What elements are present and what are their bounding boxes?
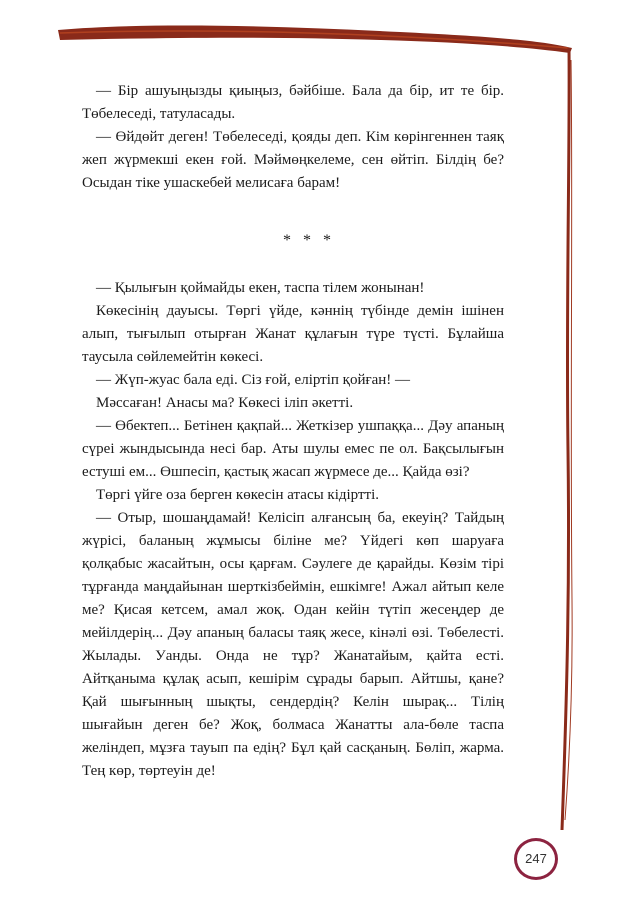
page-number: 247	[514, 838, 558, 880]
top-brush-stroke	[58, 26, 572, 53]
paragraph: — Отыр, шошаңдамай! Келісіп алғансың ба, екеуің? Тайдың жүрісі, баланың жұмысы біліне ме? Үйдегі көп шаруаға қолқабыс жасайтын, осы қарғам. Сәулеге де қарайды. Көзім тірі тұрғанда маңдайынан шерткізбеймін, ешкімге! Ажал айтып келе ме? Қисая кетсем, амал жоқ. Одан кейін түтіп жесеңдер де мейілдерің... Дәу апаның баласы таяқ жесе, кінәлі өзі. Төбелесті. Жылады. Уанды. Онда не тұр? Жанатайым, қайта есті. Айтқаныма құлақ асып, кешірім сұрады барып. Айтшы, қане? Қай шығынның шықты, сендердің? Келін шырақ... Тілің шығайын деген бе? Жоқ, болмаса Жанатты ала-бөле таспа желіндеп, мұзға тауып па едің? Бұл қай сасқаның. Бөліп, жарма. Тең көр, төртеуін де!	[82, 510, 504, 779]
top-section	[82, 80, 504, 195]
right-vertical-stroke	[562, 48, 569, 830]
paragraph: — Өбектеп... Бетінен қақпай... Жеткізер ушпаққа... Дәу апаның сүреі жындысында несі бар. Аты шулы емес пе ол. Бақсылығын естуші ем... Өшпесіп, қастық жасап жүрмесе де... Қайда өзі?	[82, 418, 504, 480]
paragraph: — Өйдөйт деген! Төбелеседі, қояды деп. Кім көрінгеннен таяқ жеп жүрмекші екен ғой. Мәймөңкелеме, сен өйтіп. Білдің бе? Осыдан тіке ушаскебей мелисаға барам!	[82, 129, 504, 191]
paragraph: — Қылығын қоймайды екен, таспа тілем жонынан!	[96, 280, 425, 296]
paragraph: Көкесінің дауысы. Төргі үйде, кәннің түбінде демін ішінен алып, тығылып отырған Жанат құлағын түре түсті. Бұлайша таусыла сөйлемейтін көкесі.	[82, 303, 504, 365]
bottom-section	[82, 277, 504, 783]
paragraph: Мәссаған! Анасы ма? Көкесі іліп әкетті.	[96, 395, 354, 411]
paragraph: — Бір ашуыңызды қиыңыз, бәйбіше. Бала да бір, ит те бір. Төбелеседі, татуласады.	[82, 83, 504, 122]
paragraph: — Жүп-жуас бала еді. Сіз ғой, еліртіп қойған! —	[96, 372, 411, 388]
section-separator: * * *	[283, 232, 335, 249]
paragraph: Төргі үйге оза берген көкесін атасы кідіртті.	[96, 487, 380, 503]
